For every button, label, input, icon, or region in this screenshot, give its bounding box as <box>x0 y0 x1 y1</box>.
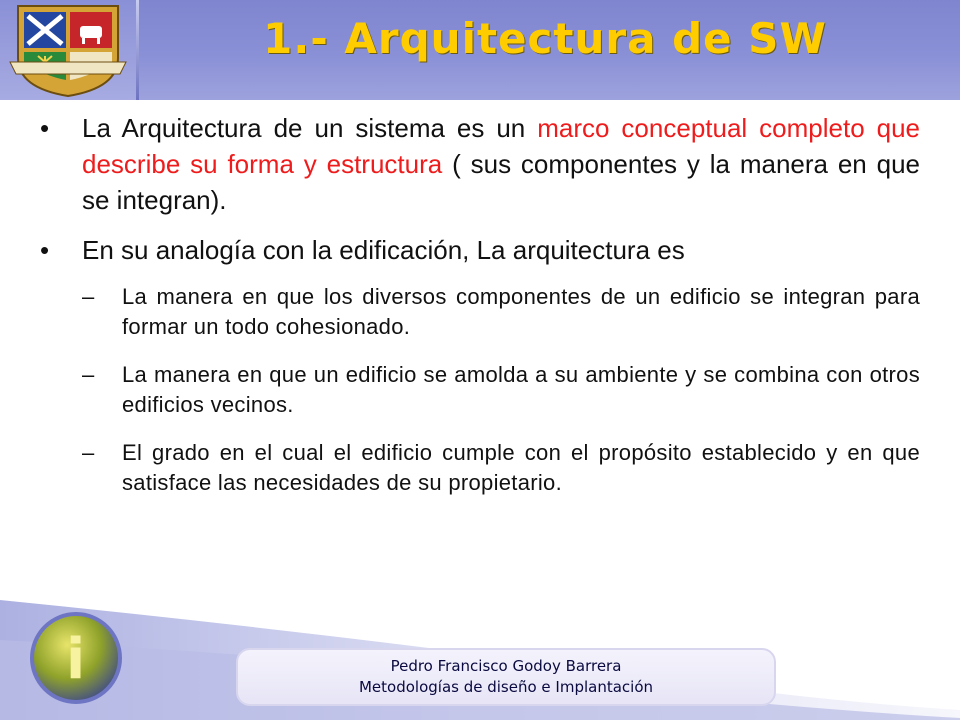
university-logo <box>0 0 136 100</box>
footer-credit-box <box>236 648 776 706</box>
dash-marker: – <box>82 362 95 387</box>
bullet-text: ( sus componentes y la manera en que se integran). <box>82 149 920 215</box>
sub-bullet-text: La manera en que un edificio se amolda a su ambiente y se combina con otros edificios vecinos. <box>122 362 920 417</box>
sub-bullet-item <box>40 282 920 342</box>
sub-bullet-text: La manera en que los diversos componentes de un edificio se integran para formar un todo cohesionado. <box>122 284 920 339</box>
logo-letter-icon: i <box>66 627 86 692</box>
highlighted-text: marco conceptual completo que describe su forma y estructura <box>82 113 921 179</box>
dash-marker: – <box>82 284 95 309</box>
footer-course: Metodologías de diseño e Implantación <box>358 678 654 696</box>
sub-bullet-text: El grado en el cual el edificio cumple con el propósito establecido y en que satisface las necesidades de su propietario. <box>122 440 920 495</box>
bullet-item <box>40 110 920 218</box>
slide-title: 1.- Arquitectura de SW <box>263 14 827 63</box>
bullet-dot: • <box>40 235 50 265</box>
bullet-text: La Arquitectura de un sistema es un <box>82 113 538 143</box>
footer-author: Pedro Francisco Godoy Barrera <box>390 657 622 675</box>
slide-content <box>40 110 920 516</box>
sub-bullet-item <box>40 360 920 420</box>
dash-marker: – <box>82 440 95 465</box>
crest-icon <box>0 0 136 100</box>
bullet-text: En su analogía con la edificación, La arquitectura es <box>82 235 685 265</box>
header-divider <box>136 0 139 100</box>
bullet-item <box>40 232 920 268</box>
sub-bullet-item <box>40 438 920 498</box>
bullet-dot: • <box>40 113 50 143</box>
